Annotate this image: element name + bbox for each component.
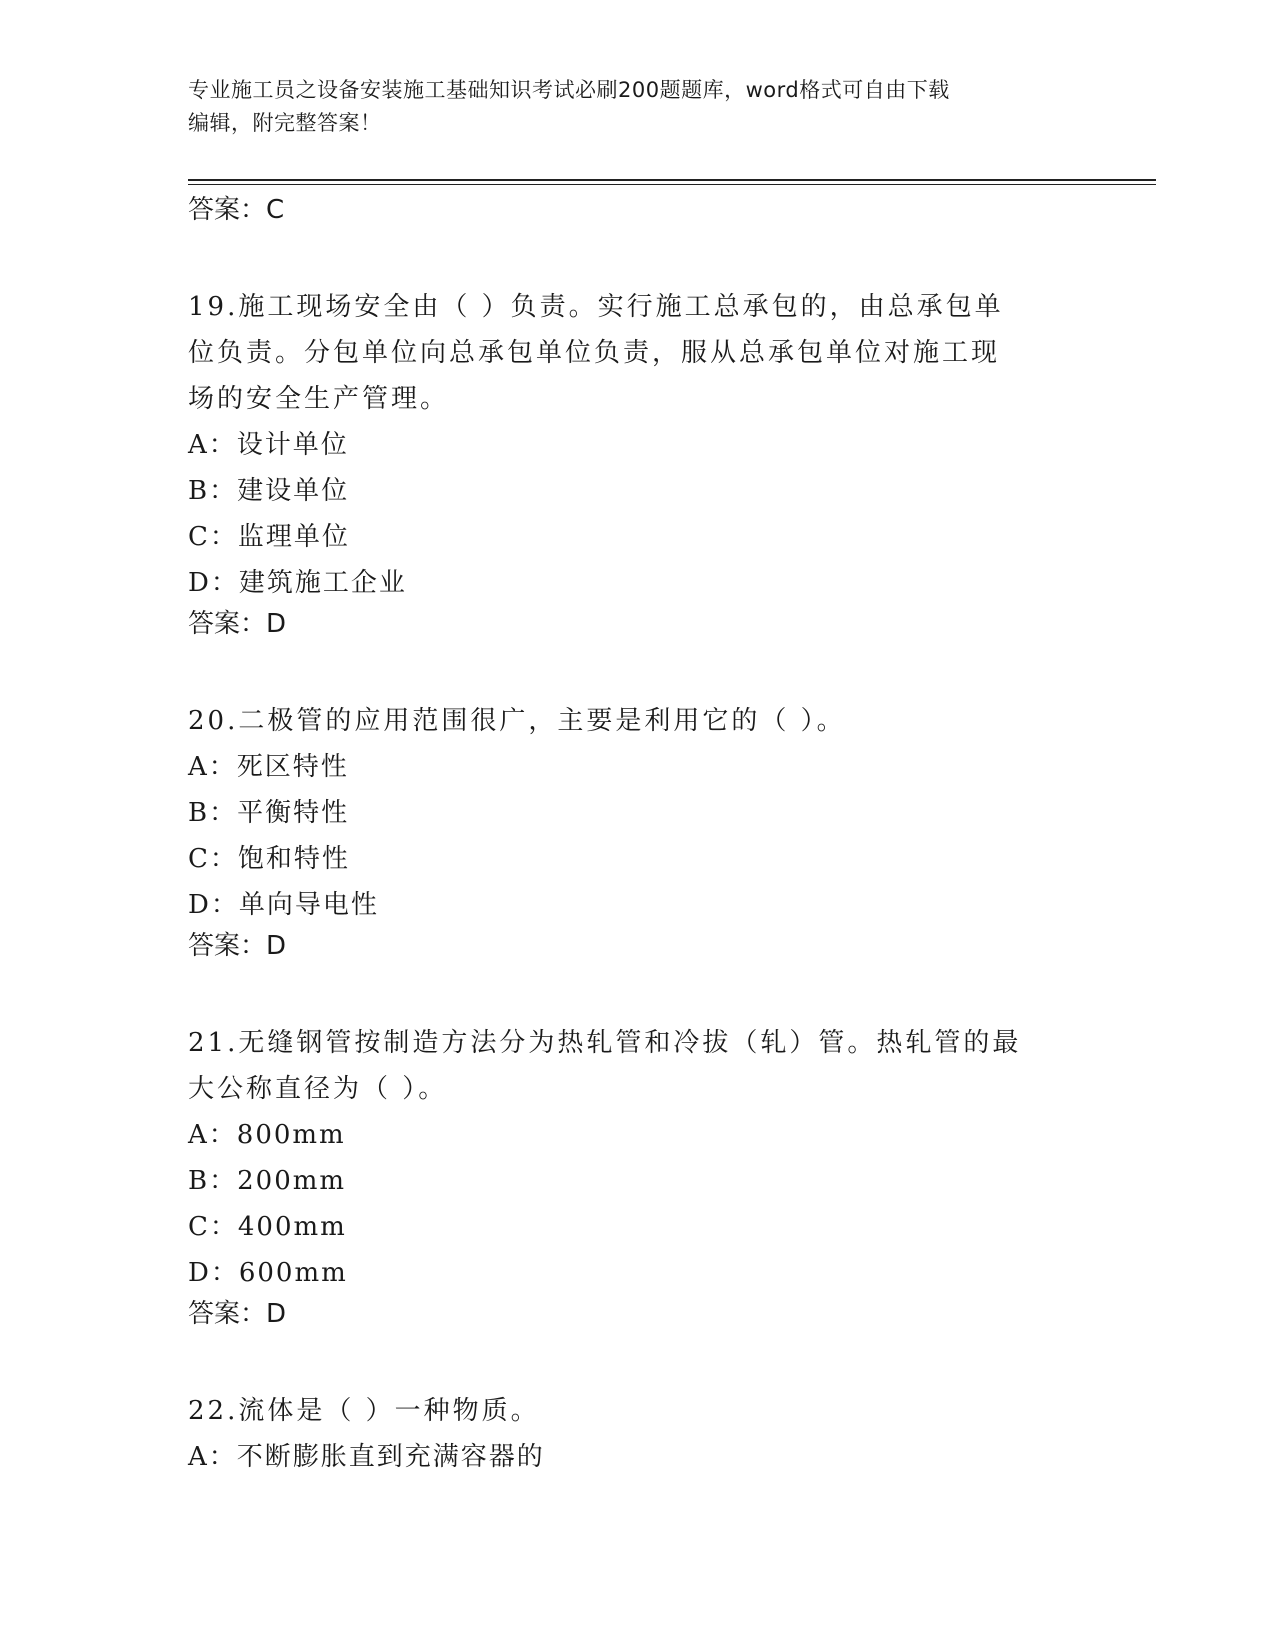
option-b: B：平衡特性 [188,798,350,828]
question-21 [188,1020,1088,1332]
option-a: A：设计单位 [188,430,349,460]
header-divider-thin [188,184,1156,185]
question-stem: 21.无缝钢管按制造方法分为热轧管和冷拔（轧）管。热轧管的最大公称直径为（ ）。 [188,1028,1022,1104]
option-d: D：单向导电性 [188,890,379,920]
question-19 [188,284,1088,642]
answer: 答案：D [188,931,287,961]
document-body [188,192,1088,1480]
answer: 答案：D [188,1299,287,1329]
option-a: A：死区特性 [188,752,349,782]
option-c: C：400mm [188,1212,347,1242]
question-stem: 22.流体是（ ）一种物质。 [188,1396,540,1426]
option-c: C：监理单位 [188,522,350,552]
option-b: B：建设单位 [188,476,350,506]
question-22 [188,1388,1088,1480]
question-stem: 19.施工现场安全由（ ）负责。实行施工总承包的，由总承包单位负责。分包单位向总承包单位负责，服从总承包单位对施工现场的安全生产管理。 [188,292,1004,414]
option-c: C：饱和特性 [188,844,350,874]
answer: 答案：D [188,609,287,639]
answer-previous: 答案：C [188,195,285,225]
question-20 [188,698,1088,964]
option-d: D：建筑施工企业 [188,568,407,598]
option-d: D：600mm [188,1258,348,1288]
option-a: A：800mm [188,1120,346,1150]
document-header [188,74,1088,140]
option-a: A：不断膨胀直到充满容器的 [188,1442,545,1472]
header-divider-thick [188,179,1156,181]
header-line-1: 专业施工员之设备安装施工基础知识考试必刷200题题库，word格式可自由下载 [188,78,950,102]
option-b: B：200mm [188,1166,347,1196]
header-line-2: 编辑，附完整答案！ [188,111,382,135]
question-stem: 20.二极管的应用范围很广，主要是利用它的（ ）。 [188,706,846,736]
